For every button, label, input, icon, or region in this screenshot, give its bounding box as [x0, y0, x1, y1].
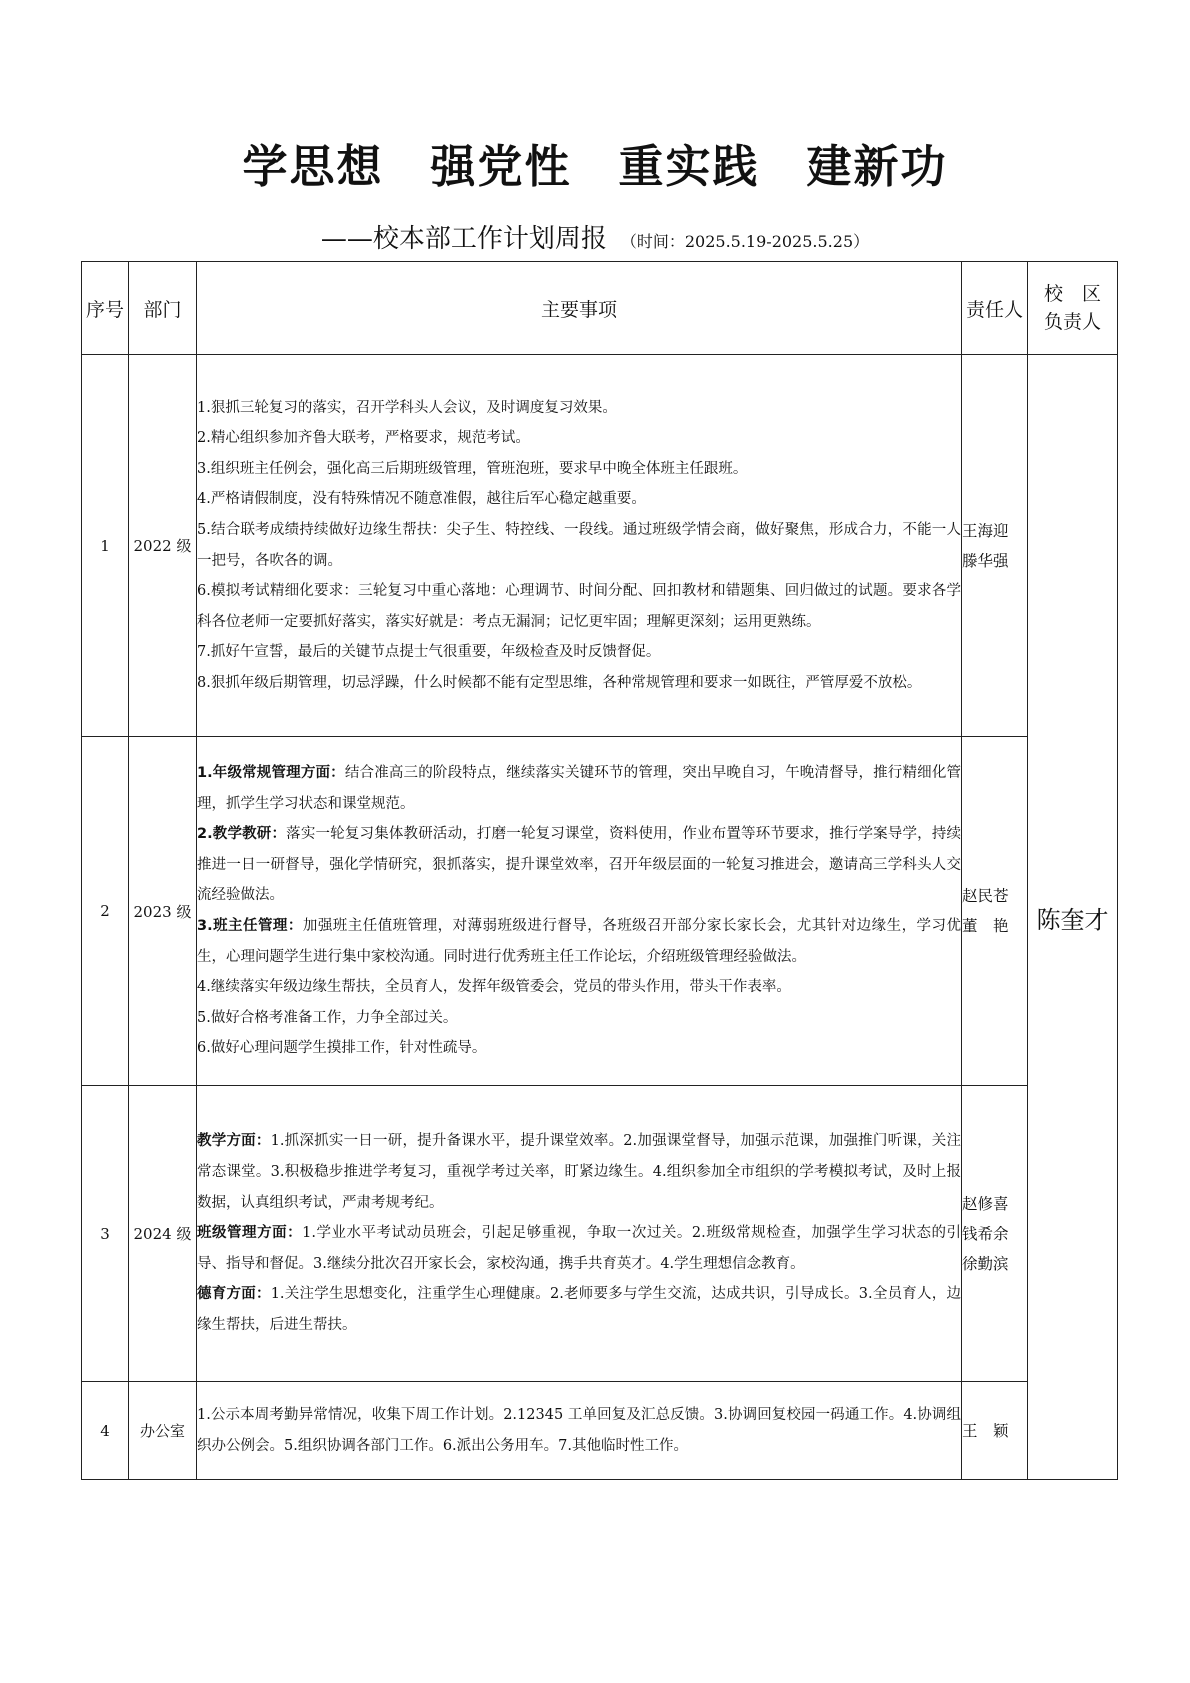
- header-campus-lead: [1028, 262, 1118, 355]
- list-item: 2.精心组织参加齐鲁大联考，严格要求，规范考试。: [197, 430, 530, 447]
- table-header-row: [82, 262, 1118, 355]
- item-text: 结合准高三的阶段特点，继续落实关键环节的管理，突出早晚自习，午晚清督导，推行精细化管理，抓学生学习状态和课堂规范。: [197, 765, 961, 812]
- weekly-plan-table: [81, 261, 1118, 1480]
- table-row: [82, 355, 1118, 737]
- list-item: 8.狠抓年级后期管理，切忌浮躁，什么时候都不能有定型思维，各种常规管理和要求一如既往，严管厚爱不放松。: [197, 674, 922, 691]
- header-items: 主要事项: [197, 262, 962, 355]
- list-item: 3.组织班主任例会，强化高三后期班级管理，管班泡班，要求早中晚全体班主任跟班。: [197, 460, 748, 477]
- row-dept: 2022 级: [129, 355, 197, 737]
- subtitle-main: ——校本部工作计划周报: [320, 224, 607, 254]
- item-text: 1.抓深抓实一日一研，提升备课水平，提升课堂效率。2.加强课堂督导，加强示范课，加强推门听课，关注常态课堂。3.积极稳步推进学考复习，重视学考过关率，盯紧边缘生。4.组织参加全市组织的学考模拟考试，及时上报数据，认真组织考试，严肃考规考纪。: [197, 1133, 962, 1211]
- item-label: 德育方面：: [197, 1286, 271, 1303]
- list-item: 4.严格请假制度，没有特殊情况不随意准假，越往后军心稳定越重要。: [197, 491, 646, 508]
- item-text: 1.关注学生思想变化，注重学生心理健康。2.老师要多与学生交流，达成共识，引导成长。3.全员育人，边缘生帮扶，后进生帮扶。: [197, 1286, 962, 1333]
- row-items: [197, 737, 962, 1086]
- row-seq: 4: [82, 1382, 129, 1480]
- list-item: 5.结合联考成绩持续做好边缘生帮扶：尖子生、特控线、一段线。通过班级学情会商，做好聚焦，形成合力，不能一人一把号，各吹各的调。: [197, 521, 961, 569]
- item-text: 1.学业水平考试动员班会，引起足够重视，争取一次过关。2.班级常规检查，加强学生学习状态的引导、指导和督促。3.继续分批次召开家长会，家校沟通，携手共育英才。4.学生理想信念教育。: [197, 1225, 962, 1272]
- subtitle-time-range: （时间：2025.5.19-2025.5.25）: [620, 232, 870, 251]
- list-item: [197, 1279, 961, 1340]
- row-owner: 王海迎 滕华强: [962, 355, 1028, 737]
- item-label: 1.年级常规管理方面：: [197, 765, 345, 782]
- list-item: 1.狠抓三轮复习的落实，召开学科头人会议，及时调度复习效果。: [197, 399, 617, 416]
- row-seq: 1: [82, 355, 129, 737]
- list-item: 6.模拟考试精细化要求：三轮复习中重心落地：心理调节、时间分配、回扣教材和错题集、回归做过的试题。要求各学科各位老师一定要抓好落实，落实好就是：考点无漏洞；记忆更牢固；理解更深刻；运用更熟练。: [197, 583, 961, 630]
- list-item: 4.继续落实年级边缘生帮扶，全员育人，发挥年级管委会，党员的带头作用，带头干作表率。: [197, 979, 791, 996]
- table-row: [82, 1086, 1118, 1382]
- list-item: [197, 1218, 961, 1279]
- item-label: 3.班主任管理：: [197, 918, 303, 934]
- row-owner: 赵修喜 钱希余 徐勤滨: [962, 1086, 1028, 1382]
- row-items: [197, 1086, 962, 1382]
- list-item: [197, 911, 961, 972]
- header-campus-lead-line1: 校 区: [1043, 283, 1101, 305]
- page-title: 学思想 强党性 重实践 建新功: [242, 140, 948, 193]
- header-owner: 责任人: [962, 262, 1028, 355]
- header-seq: 序号: [82, 262, 129, 355]
- row-seq: 3: [82, 1086, 129, 1382]
- row-dept: 2024 级: [129, 1086, 197, 1382]
- item-text: 落实一轮复习集体教研活动，打磨一轮复习课堂，资料使用，作业布置等环节要求，推行学案导学，持续推进一日一研督导，强化学情研究，狠抓落实，提升课堂效率，召开年级层面的一轮复习推进会，邀请高三学科头人交流经验做法。: [197, 826, 961, 904]
- item-label: 2.教学教研：: [197, 826, 287, 843]
- row-owner: 赵民苍 董 艳: [962, 737, 1028, 1086]
- row-owner: 王 颖: [962, 1382, 1028, 1480]
- campus-lead: 陈奎才: [1028, 355, 1118, 1480]
- header-campus-lead-line2: 负责人: [1043, 311, 1101, 333]
- row-dept: 2023 级: [129, 737, 197, 1086]
- table-row: [82, 1382, 1118, 1480]
- page-subtitle: [0, 221, 1190, 260]
- list-item: [197, 1126, 961, 1218]
- list-item: 5.做好合格考准备工作，力争全部过关。: [197, 1009, 458, 1026]
- list-item: 7.抓好午宣誓，最后的关键节点提士气很重要，年级检查及时反馈督促。: [197, 644, 661, 661]
- list-item: [197, 758, 961, 819]
- table-row: [82, 737, 1118, 1086]
- row-dept: 办公室: [129, 1382, 197, 1480]
- row-seq: 2: [82, 737, 129, 1086]
- header-dept: 部门: [129, 262, 197, 355]
- row-items: [197, 355, 962, 737]
- list-item: 6.做好心理问题学生摸排工作，针对性疏导。: [197, 1040, 487, 1057]
- list-item: [197, 819, 961, 911]
- list-item: 1.公示本周考勤异常情况，收集下周工作计划。2.12345 工单回复及汇总反馈。3.协调回复校园一码通工作。4.协调组织办公例会。5.组织协调各部门工作。6.派出公务用车。7.其他临时性工作。: [197, 1406, 961, 1454]
- item-label: 班级管理方面：: [197, 1225, 303, 1242]
- item-text: 加强班主任值班管理，对薄弱班级进行督导，各班级召开部分家长家长会，尤其针对边缘生，学习优生，心理问题学生进行集中家校沟通。同时进行优秀班主任工作论坛，介绍班级管理经验做法。: [197, 918, 961, 965]
- row-items: [197, 1382, 962, 1480]
- item-label: 教学方面：: [197, 1133, 271, 1150]
